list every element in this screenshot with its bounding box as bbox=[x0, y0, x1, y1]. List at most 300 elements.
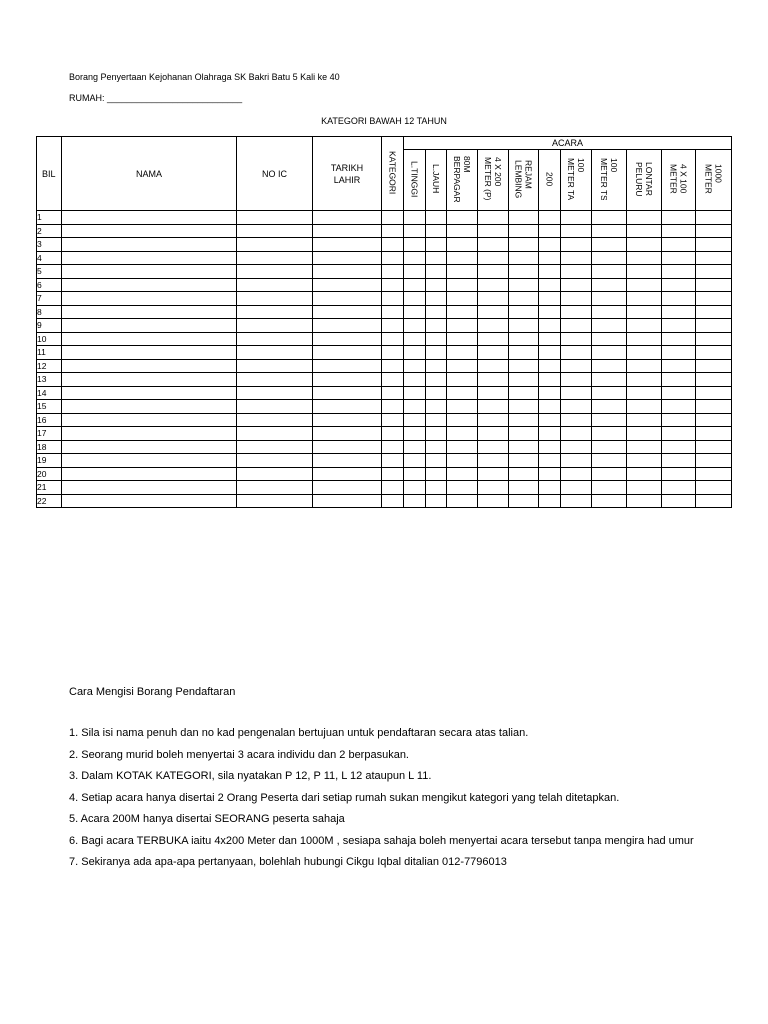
entry-cell[interactable] bbox=[447, 224, 478, 238]
entry-cell[interactable] bbox=[662, 211, 696, 225]
entry-cell[interactable] bbox=[382, 359, 404, 373]
entry-cell[interactable] bbox=[404, 467, 426, 481]
entry-cell[interactable] bbox=[478, 278, 509, 292]
entry-cell[interactable] bbox=[561, 265, 592, 279]
entry-cell[interactable] bbox=[561, 494, 592, 508]
entry-cell[interactable] bbox=[592, 346, 627, 360]
entry-cell[interactable] bbox=[696, 292, 732, 306]
entry-cell[interactable] bbox=[561, 373, 592, 387]
entry-cell[interactable] bbox=[592, 224, 627, 238]
entry-cell[interactable] bbox=[313, 400, 382, 414]
entry-cell[interactable] bbox=[62, 278, 237, 292]
entry-cell[interactable] bbox=[426, 278, 447, 292]
entry-cell[interactable] bbox=[509, 400, 539, 414]
entry-cell[interactable] bbox=[313, 467, 382, 481]
entry-cell[interactable] bbox=[237, 481, 313, 495]
entry-cell[interactable] bbox=[696, 400, 732, 414]
entry-cell[interactable] bbox=[404, 251, 426, 265]
entry-cell[interactable] bbox=[627, 467, 662, 481]
entry-cell[interactable] bbox=[592, 386, 627, 400]
entry-cell[interactable] bbox=[627, 494, 662, 508]
entry-cell[interactable] bbox=[662, 224, 696, 238]
entry-cell[interactable] bbox=[539, 332, 561, 346]
entry-cell[interactable] bbox=[561, 319, 592, 333]
entry-cell[interactable] bbox=[662, 440, 696, 454]
entry-cell[interactable] bbox=[539, 467, 561, 481]
entry-cell[interactable] bbox=[478, 238, 509, 252]
entry-cell[interactable] bbox=[627, 319, 662, 333]
entry-cell[interactable] bbox=[539, 454, 561, 468]
entry-cell[interactable] bbox=[237, 332, 313, 346]
entry-cell[interactable] bbox=[509, 359, 539, 373]
entry-cell[interactable] bbox=[662, 265, 696, 279]
entry-cell[interactable] bbox=[237, 400, 313, 414]
entry-cell[interactable] bbox=[696, 278, 732, 292]
entry-cell[interactable] bbox=[662, 319, 696, 333]
entry-cell[interactable] bbox=[592, 265, 627, 279]
entry-cell[interactable] bbox=[662, 359, 696, 373]
rumah-field[interactable]: RUMAH: ___________________________ bbox=[69, 93, 243, 103]
entry-cell[interactable] bbox=[313, 238, 382, 252]
entry-cell[interactable] bbox=[539, 292, 561, 306]
entry-cell[interactable] bbox=[627, 265, 662, 279]
entry-cell[interactable] bbox=[478, 467, 509, 481]
entry-cell[interactable] bbox=[592, 305, 627, 319]
entry-cell[interactable] bbox=[662, 400, 696, 414]
entry-cell[interactable] bbox=[627, 359, 662, 373]
entry-cell[interactable] bbox=[478, 386, 509, 400]
entry-cell[interactable] bbox=[426, 440, 447, 454]
entry-cell[interactable] bbox=[404, 440, 426, 454]
entry-cell[interactable] bbox=[662, 305, 696, 319]
entry-cell[interactable] bbox=[237, 373, 313, 387]
entry-cell[interactable] bbox=[509, 440, 539, 454]
entry-cell[interactable] bbox=[696, 211, 732, 225]
entry-cell[interactable] bbox=[426, 305, 447, 319]
entry-cell[interactable] bbox=[561, 238, 592, 252]
entry-cell[interactable] bbox=[237, 292, 313, 306]
entry-cell[interactable] bbox=[478, 359, 509, 373]
entry-cell[interactable] bbox=[62, 292, 237, 306]
entry-cell[interactable] bbox=[447, 305, 478, 319]
entry-cell[interactable] bbox=[447, 494, 478, 508]
entry-cell[interactable] bbox=[561, 467, 592, 481]
entry-cell[interactable] bbox=[382, 467, 404, 481]
entry-cell[interactable] bbox=[627, 346, 662, 360]
entry-cell[interactable] bbox=[662, 454, 696, 468]
entry-cell[interactable] bbox=[237, 359, 313, 373]
entry-cell[interactable] bbox=[404, 427, 426, 441]
entry-cell[interactable] bbox=[426, 413, 447, 427]
entry-cell[interactable] bbox=[509, 292, 539, 306]
entry-cell[interactable] bbox=[539, 494, 561, 508]
entry-cell[interactable] bbox=[62, 400, 237, 414]
entry-cell[interactable] bbox=[509, 481, 539, 495]
entry-cell[interactable] bbox=[592, 467, 627, 481]
entry-cell[interactable] bbox=[627, 454, 662, 468]
entry-cell[interactable] bbox=[478, 251, 509, 265]
entry-cell[interactable] bbox=[382, 481, 404, 495]
entry-cell[interactable] bbox=[539, 359, 561, 373]
entry-cell[interactable] bbox=[62, 494, 237, 508]
entry-cell[interactable] bbox=[539, 211, 561, 225]
entry-cell[interactable] bbox=[696, 413, 732, 427]
entry-cell[interactable] bbox=[627, 440, 662, 454]
entry-cell[interactable] bbox=[313, 440, 382, 454]
entry-cell[interactable] bbox=[447, 319, 478, 333]
entry-cell[interactable] bbox=[447, 454, 478, 468]
entry-cell[interactable] bbox=[509, 251, 539, 265]
entry-cell[interactable] bbox=[313, 251, 382, 265]
entry-cell[interactable] bbox=[509, 278, 539, 292]
entry-cell[interactable] bbox=[237, 454, 313, 468]
entry-cell[interactable] bbox=[696, 467, 732, 481]
entry-cell[interactable] bbox=[313, 427, 382, 441]
entry-cell[interactable] bbox=[662, 427, 696, 441]
entry-cell[interactable] bbox=[478, 346, 509, 360]
entry-cell[interactable] bbox=[561, 481, 592, 495]
entry-cell[interactable] bbox=[447, 211, 478, 225]
entry-cell[interactable] bbox=[382, 346, 404, 360]
entry-cell[interactable] bbox=[447, 467, 478, 481]
entry-cell[interactable] bbox=[696, 440, 732, 454]
entry-cell[interactable] bbox=[426, 427, 447, 441]
entry-cell[interactable] bbox=[627, 332, 662, 346]
entry-cell[interactable] bbox=[382, 440, 404, 454]
entry-cell[interactable] bbox=[561, 413, 592, 427]
entry-cell[interactable] bbox=[382, 454, 404, 468]
entry-cell[interactable] bbox=[696, 373, 732, 387]
entry-cell[interactable] bbox=[313, 224, 382, 238]
entry-cell[interactable] bbox=[696, 319, 732, 333]
entry-cell[interactable] bbox=[539, 251, 561, 265]
entry-cell[interactable] bbox=[509, 238, 539, 252]
entry-cell[interactable] bbox=[696, 224, 732, 238]
entry-cell[interactable] bbox=[313, 481, 382, 495]
entry-cell[interactable] bbox=[404, 224, 426, 238]
entry-cell[interactable] bbox=[313, 332, 382, 346]
entry-cell[interactable] bbox=[426, 386, 447, 400]
entry-cell[interactable] bbox=[382, 427, 404, 441]
entry-cell[interactable] bbox=[404, 454, 426, 468]
entry-cell[interactable] bbox=[478, 373, 509, 387]
entry-cell[interactable] bbox=[696, 346, 732, 360]
entry-cell[interactable] bbox=[662, 346, 696, 360]
entry-cell[interactable] bbox=[592, 278, 627, 292]
entry-cell[interactable] bbox=[478, 292, 509, 306]
entry-cell[interactable] bbox=[539, 278, 561, 292]
entry-cell[interactable] bbox=[313, 386, 382, 400]
entry-cell[interactable] bbox=[627, 211, 662, 225]
entry-cell[interactable] bbox=[382, 265, 404, 279]
entry-cell[interactable] bbox=[62, 251, 237, 265]
entry-cell[interactable] bbox=[62, 305, 237, 319]
entry-cell[interactable] bbox=[662, 278, 696, 292]
entry-cell[interactable] bbox=[62, 211, 237, 225]
entry-cell[interactable] bbox=[627, 427, 662, 441]
entry-cell[interactable] bbox=[404, 305, 426, 319]
entry-cell[interactable] bbox=[447, 278, 478, 292]
entry-cell[interactable] bbox=[237, 467, 313, 481]
entry-cell[interactable] bbox=[237, 251, 313, 265]
entry-cell[interactable] bbox=[404, 319, 426, 333]
entry-cell[interactable] bbox=[62, 440, 237, 454]
entry-cell[interactable] bbox=[426, 481, 447, 495]
entry-cell[interactable] bbox=[662, 332, 696, 346]
entry-cell[interactable] bbox=[426, 319, 447, 333]
entry-cell[interactable] bbox=[561, 346, 592, 360]
entry-cell[interactable] bbox=[696, 265, 732, 279]
entry-cell[interactable] bbox=[313, 454, 382, 468]
entry-cell[interactable] bbox=[539, 265, 561, 279]
entry-cell[interactable] bbox=[561, 305, 592, 319]
entry-cell[interactable] bbox=[561, 224, 592, 238]
entry-cell[interactable] bbox=[426, 224, 447, 238]
entry-cell[interactable] bbox=[382, 373, 404, 387]
entry-cell[interactable] bbox=[313, 359, 382, 373]
entry-cell[interactable] bbox=[478, 481, 509, 495]
entry-cell[interactable] bbox=[627, 278, 662, 292]
entry-cell[interactable] bbox=[627, 481, 662, 495]
entry-cell[interactable] bbox=[509, 467, 539, 481]
entry-cell[interactable] bbox=[478, 400, 509, 414]
entry-cell[interactable] bbox=[478, 224, 509, 238]
entry-cell[interactable] bbox=[237, 346, 313, 360]
entry-cell[interactable] bbox=[592, 454, 627, 468]
entry-cell[interactable] bbox=[313, 413, 382, 427]
entry-cell[interactable] bbox=[62, 427, 237, 441]
entry-cell[interactable] bbox=[382, 224, 404, 238]
entry-cell[interactable] bbox=[592, 359, 627, 373]
entry-cell[interactable] bbox=[561, 386, 592, 400]
entry-cell[interactable] bbox=[237, 224, 313, 238]
entry-cell[interactable] bbox=[592, 292, 627, 306]
entry-cell[interactable] bbox=[447, 400, 478, 414]
entry-cell[interactable] bbox=[509, 373, 539, 387]
entry-cell[interactable] bbox=[696, 359, 732, 373]
entry-cell[interactable] bbox=[447, 427, 478, 441]
entry-cell[interactable] bbox=[539, 481, 561, 495]
entry-cell[interactable] bbox=[426, 373, 447, 387]
entry-cell[interactable] bbox=[426, 265, 447, 279]
entry-cell[interactable] bbox=[447, 440, 478, 454]
entry-cell[interactable] bbox=[478, 413, 509, 427]
entry-cell[interactable] bbox=[237, 265, 313, 279]
entry-cell[interactable] bbox=[62, 386, 237, 400]
entry-cell[interactable] bbox=[62, 413, 237, 427]
entry-cell[interactable] bbox=[382, 400, 404, 414]
entry-cell[interactable] bbox=[592, 481, 627, 495]
entry-cell[interactable] bbox=[539, 319, 561, 333]
entry-cell[interactable] bbox=[539, 224, 561, 238]
entry-cell[interactable] bbox=[561, 440, 592, 454]
entry-cell[interactable] bbox=[561, 400, 592, 414]
entry-cell[interactable] bbox=[62, 481, 237, 495]
entry-cell[interactable] bbox=[539, 373, 561, 387]
entry-cell[interactable] bbox=[561, 251, 592, 265]
entry-cell[interactable] bbox=[561, 278, 592, 292]
entry-cell[interactable] bbox=[237, 440, 313, 454]
entry-cell[interactable] bbox=[592, 211, 627, 225]
entry-cell[interactable] bbox=[509, 454, 539, 468]
entry-cell[interactable] bbox=[478, 440, 509, 454]
entry-cell[interactable] bbox=[592, 427, 627, 441]
entry-cell[interactable] bbox=[478, 454, 509, 468]
entry-cell[interactable] bbox=[478, 305, 509, 319]
entry-cell[interactable] bbox=[662, 373, 696, 387]
entry-cell[interactable] bbox=[539, 386, 561, 400]
entry-cell[interactable] bbox=[539, 440, 561, 454]
entry-cell[interactable] bbox=[592, 373, 627, 387]
entry-cell[interactable] bbox=[447, 481, 478, 495]
entry-cell[interactable] bbox=[404, 238, 426, 252]
entry-cell[interactable] bbox=[509, 305, 539, 319]
entry-cell[interactable] bbox=[696, 251, 732, 265]
entry-cell[interactable] bbox=[539, 238, 561, 252]
entry-cell[interactable] bbox=[62, 359, 237, 373]
entry-cell[interactable] bbox=[426, 292, 447, 306]
entry-cell[interactable] bbox=[627, 400, 662, 414]
entry-cell[interactable] bbox=[62, 373, 237, 387]
entry-cell[interactable] bbox=[404, 494, 426, 508]
entry-cell[interactable] bbox=[237, 319, 313, 333]
entry-cell[interactable] bbox=[426, 359, 447, 373]
entry-cell[interactable] bbox=[478, 211, 509, 225]
entry-cell[interactable] bbox=[382, 413, 404, 427]
entry-cell[interactable] bbox=[561, 332, 592, 346]
entry-cell[interactable] bbox=[426, 211, 447, 225]
entry-cell[interactable] bbox=[478, 319, 509, 333]
entry-cell[interactable] bbox=[696, 494, 732, 508]
entry-cell[interactable] bbox=[662, 481, 696, 495]
entry-cell[interactable] bbox=[62, 265, 237, 279]
entry-cell[interactable] bbox=[561, 427, 592, 441]
entry-cell[interactable] bbox=[382, 494, 404, 508]
entry-cell[interactable] bbox=[62, 238, 237, 252]
entry-cell[interactable] bbox=[313, 373, 382, 387]
entry-cell[interactable] bbox=[62, 224, 237, 238]
entry-cell[interactable] bbox=[662, 494, 696, 508]
entry-cell[interactable] bbox=[447, 373, 478, 387]
entry-cell[interactable] bbox=[382, 305, 404, 319]
entry-cell[interactable] bbox=[404, 413, 426, 427]
entry-cell[interactable] bbox=[237, 238, 313, 252]
entry-cell[interactable] bbox=[696, 332, 732, 346]
entry-cell[interactable] bbox=[539, 305, 561, 319]
entry-cell[interactable] bbox=[313, 265, 382, 279]
entry-cell[interactable] bbox=[313, 278, 382, 292]
entry-cell[interactable] bbox=[662, 251, 696, 265]
entry-cell[interactable] bbox=[478, 332, 509, 346]
entry-cell[interactable] bbox=[509, 413, 539, 427]
entry-cell[interactable] bbox=[313, 211, 382, 225]
entry-cell[interactable] bbox=[426, 346, 447, 360]
entry-cell[interactable] bbox=[237, 427, 313, 441]
entry-cell[interactable] bbox=[237, 494, 313, 508]
entry-cell[interactable] bbox=[478, 494, 509, 508]
entry-cell[interactable] bbox=[237, 413, 313, 427]
entry-cell[interactable] bbox=[237, 278, 313, 292]
entry-cell[interactable] bbox=[404, 346, 426, 360]
entry-cell[interactable] bbox=[509, 319, 539, 333]
entry-cell[interactable] bbox=[696, 386, 732, 400]
entry-cell[interactable] bbox=[382, 319, 404, 333]
entry-cell[interactable] bbox=[382, 238, 404, 252]
entry-cell[interactable] bbox=[509, 346, 539, 360]
entry-cell[interactable] bbox=[313, 494, 382, 508]
entry-cell[interactable] bbox=[382, 211, 404, 225]
entry-cell[interactable] bbox=[539, 413, 561, 427]
entry-cell[interactable] bbox=[313, 319, 382, 333]
entry-cell[interactable] bbox=[478, 427, 509, 441]
entry-cell[interactable] bbox=[592, 400, 627, 414]
entry-cell[interactable] bbox=[696, 427, 732, 441]
entry-cell[interactable] bbox=[509, 211, 539, 225]
entry-cell[interactable] bbox=[561, 359, 592, 373]
entry-cell[interactable] bbox=[426, 332, 447, 346]
entry-cell[interactable] bbox=[62, 467, 237, 481]
entry-cell[interactable] bbox=[662, 238, 696, 252]
entry-cell[interactable] bbox=[404, 332, 426, 346]
entry-cell[interactable] bbox=[404, 292, 426, 306]
entry-cell[interactable] bbox=[447, 346, 478, 360]
entry-cell[interactable] bbox=[627, 305, 662, 319]
entry-cell[interactable] bbox=[561, 454, 592, 468]
entry-cell[interactable] bbox=[539, 346, 561, 360]
entry-cell[interactable] bbox=[237, 211, 313, 225]
entry-cell[interactable] bbox=[426, 467, 447, 481]
entry-cell[interactable] bbox=[509, 332, 539, 346]
entry-cell[interactable] bbox=[426, 494, 447, 508]
entry-cell[interactable] bbox=[447, 359, 478, 373]
entry-cell[interactable] bbox=[382, 292, 404, 306]
entry-cell[interactable] bbox=[404, 481, 426, 495]
entry-cell[interactable] bbox=[426, 454, 447, 468]
entry-cell[interactable] bbox=[539, 427, 561, 441]
entry-cell[interactable] bbox=[592, 319, 627, 333]
entry-cell[interactable] bbox=[447, 292, 478, 306]
entry-cell[interactable] bbox=[404, 386, 426, 400]
entry-cell[interactable] bbox=[662, 413, 696, 427]
entry-cell[interactable] bbox=[509, 494, 539, 508]
entry-cell[interactable] bbox=[627, 373, 662, 387]
entry-cell[interactable] bbox=[592, 440, 627, 454]
entry-cell[interactable] bbox=[447, 386, 478, 400]
entry-cell[interactable] bbox=[313, 292, 382, 306]
entry-cell[interactable] bbox=[237, 386, 313, 400]
entry-cell[interactable] bbox=[382, 332, 404, 346]
entry-cell[interactable] bbox=[561, 292, 592, 306]
entry-cell[interactable] bbox=[313, 305, 382, 319]
entry-cell[interactable] bbox=[447, 251, 478, 265]
entry-cell[interactable] bbox=[627, 251, 662, 265]
entry-cell[interactable] bbox=[592, 332, 627, 346]
entry-cell[interactable] bbox=[447, 413, 478, 427]
entry-cell[interactable] bbox=[627, 386, 662, 400]
entry-cell[interactable] bbox=[426, 251, 447, 265]
entry-cell[interactable] bbox=[696, 238, 732, 252]
entry-cell[interactable] bbox=[662, 386, 696, 400]
entry-cell[interactable] bbox=[426, 400, 447, 414]
entry-cell[interactable] bbox=[237, 305, 313, 319]
entry-cell[interactable] bbox=[592, 494, 627, 508]
entry-cell[interactable] bbox=[404, 265, 426, 279]
entry-cell[interactable] bbox=[592, 413, 627, 427]
entry-cell[interactable] bbox=[662, 292, 696, 306]
entry-cell[interactable] bbox=[62, 319, 237, 333]
entry-cell[interactable] bbox=[509, 386, 539, 400]
entry-cell[interactable] bbox=[404, 211, 426, 225]
